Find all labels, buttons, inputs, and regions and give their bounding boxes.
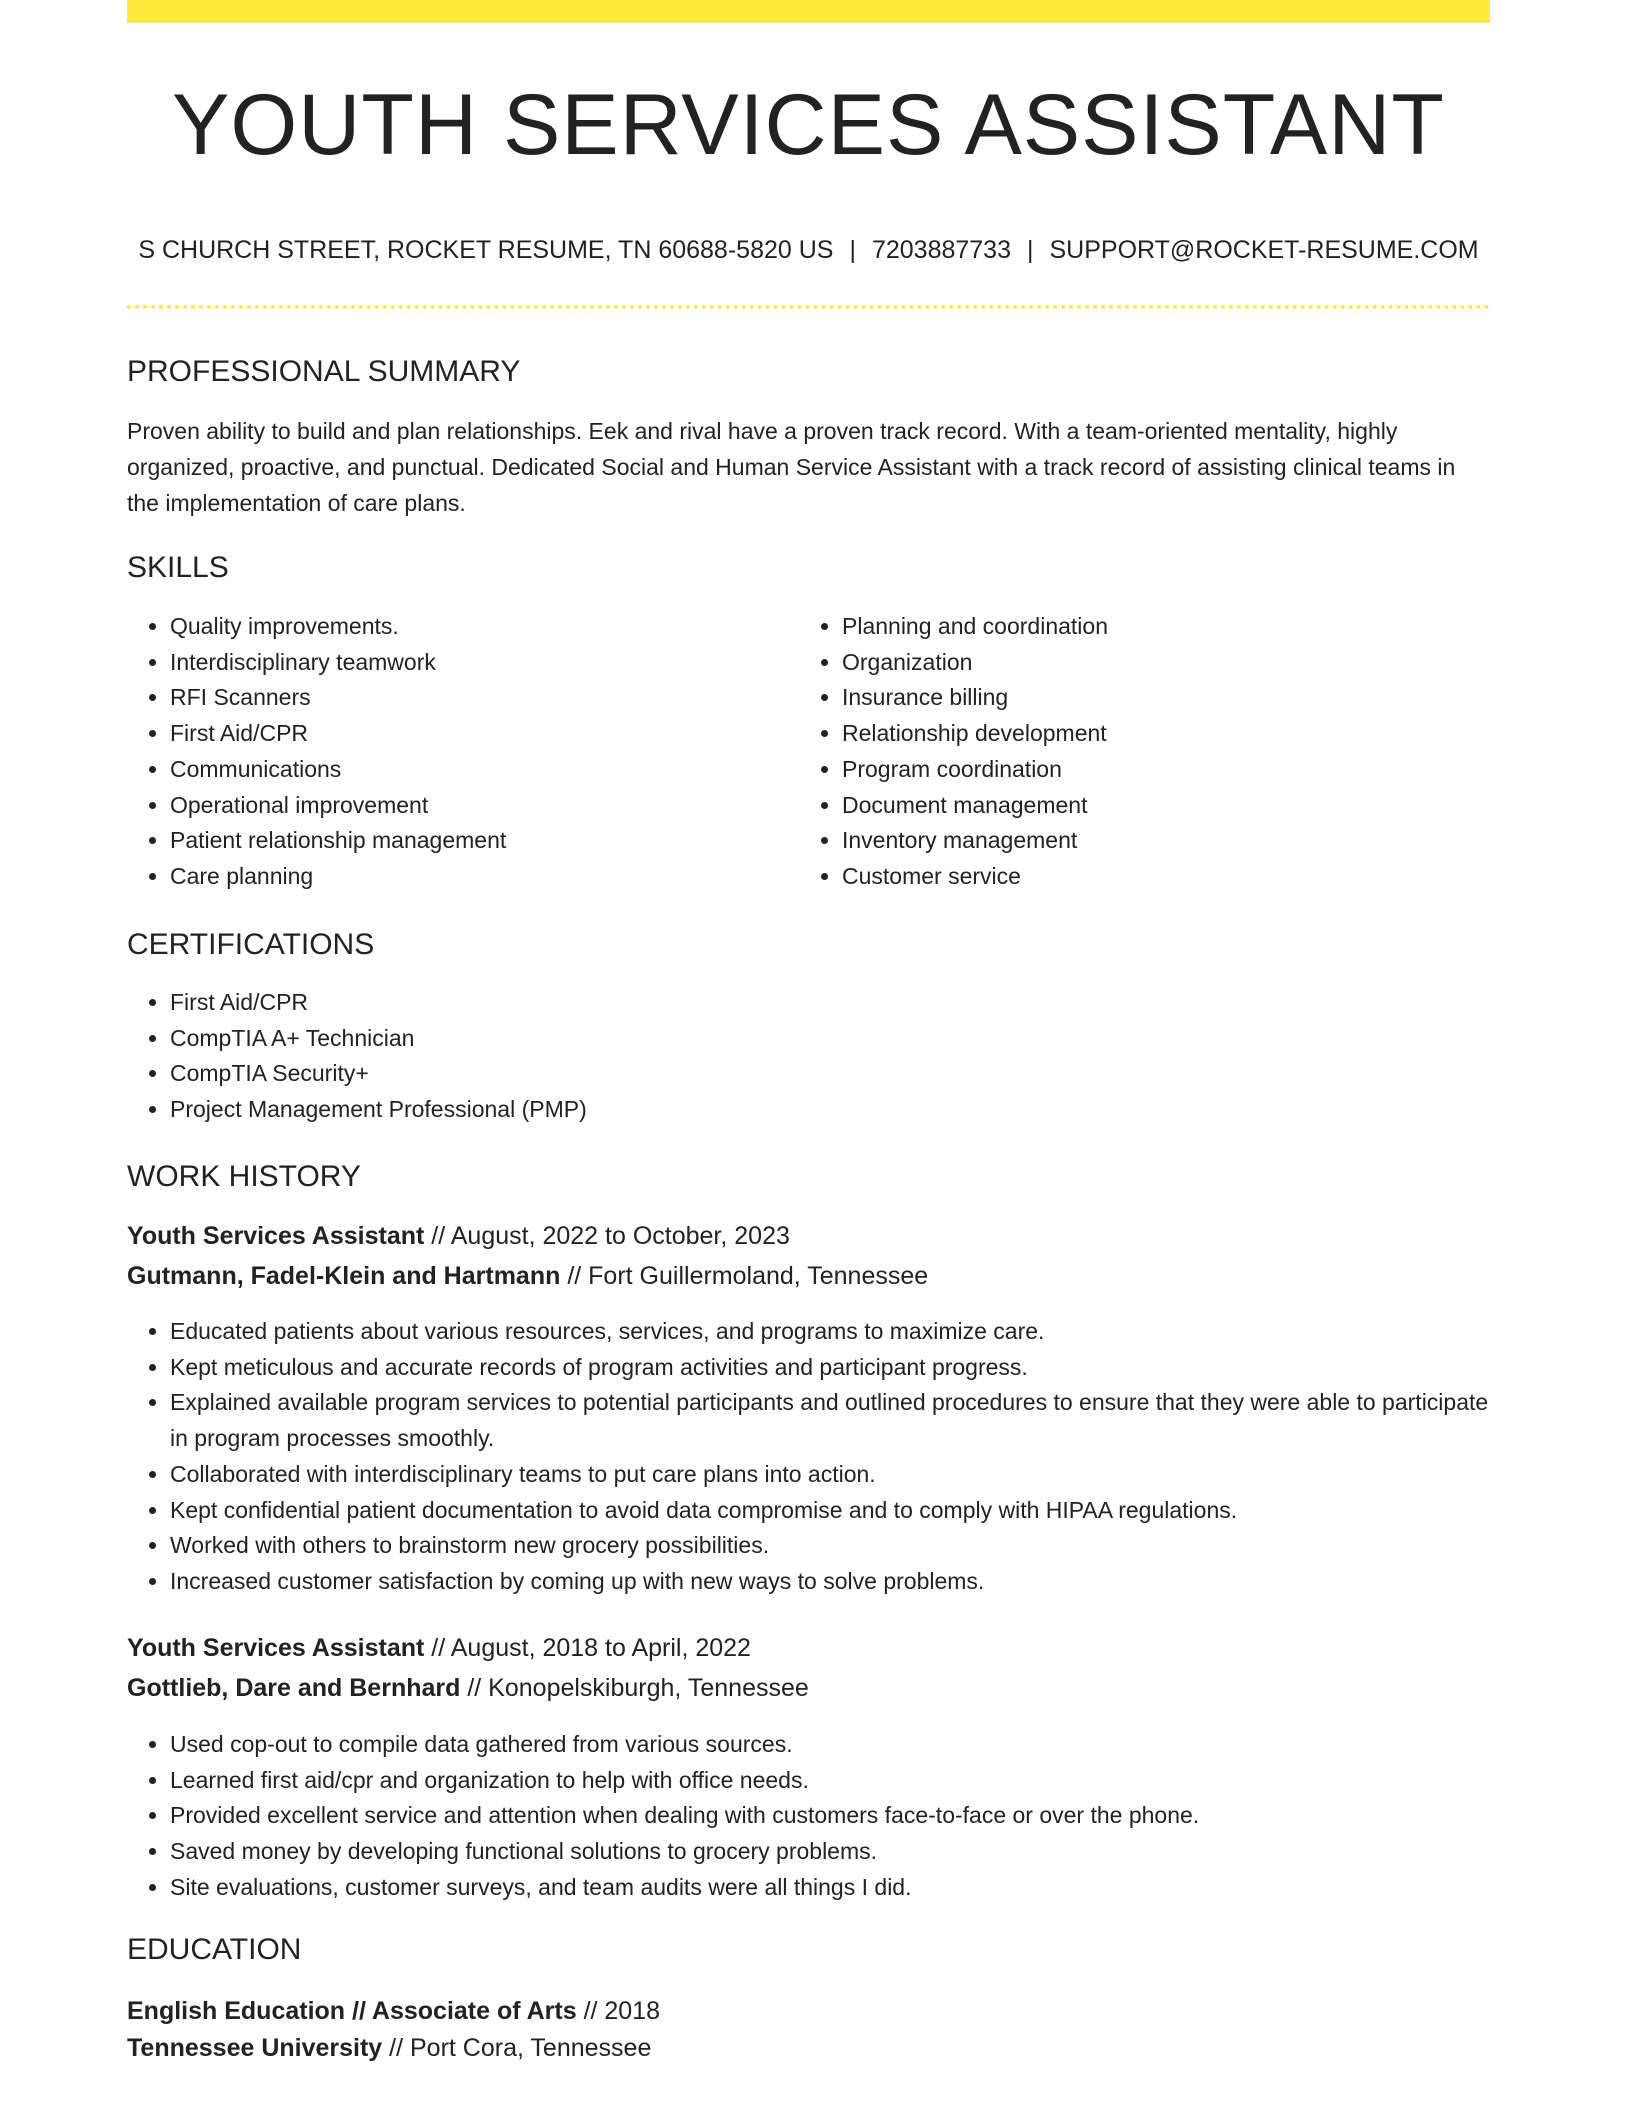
top-accent-bar bbox=[127, 0, 1490, 23]
skill-item: • Quality improvements. bbox=[170, 609, 790, 645]
education-school-line bbox=[127, 2036, 651, 2061]
job-title: Youth Services Assistant bbox=[127, 1222, 425, 1250]
work-history-heading: WORK HISTORY bbox=[127, 1160, 361, 1193]
job-bullet: • Site evaluations, customer surveys, and team audits were all things I did. bbox=[170, 1870, 1490, 1906]
certification-item: • Project Management Professional (PMP) bbox=[170, 1092, 1470, 1128]
job-bullet: • Kept confidential patient documentation to avoid data compromise and to comply with HIPAA regulations. bbox=[170, 1493, 1490, 1529]
job-dates: // August, 2018 to April, 2022 bbox=[431, 1634, 751, 1662]
education-year: // 2018 bbox=[583, 1997, 661, 2025]
skill-item: • Communications bbox=[170, 752, 790, 788]
skill-item: • Customer service bbox=[842, 859, 1482, 895]
header-divider bbox=[127, 305, 1490, 309]
job-company: Gutmann, Fadel-Klein and Hartmann bbox=[127, 1262, 561, 1290]
skill-item: • Operational improvement bbox=[170, 788, 790, 824]
job-bullet: • Used cop-out to compile data gathered from various sources. bbox=[170, 1727, 1490, 1763]
skill-item: • First Aid/CPR bbox=[170, 716, 790, 752]
job-company-line bbox=[127, 1676, 809, 1701]
skill-item: • Care planning bbox=[170, 859, 790, 895]
job-title-line bbox=[127, 1636, 751, 1661]
skill-item: • Document management bbox=[842, 788, 1482, 824]
job-bullet: • Learned first aid/cpr and organization to help with office needs. bbox=[170, 1763, 1490, 1799]
job-bullet: • Worked with others to brainstorm new grocery possibilities. bbox=[170, 1528, 1490, 1564]
job-dates: // August, 2022 to October, 2023 bbox=[431, 1222, 790, 1250]
skill-item: • Relationship development bbox=[842, 716, 1482, 752]
skills-heading: SKILLS bbox=[127, 551, 229, 584]
job-bullets bbox=[127, 1314, 1490, 1600]
certification-item: • CompTIA Security+ bbox=[170, 1056, 1470, 1092]
skills-list-right bbox=[799, 609, 1482, 895]
skill-item: • RFI Scanners bbox=[170, 680, 790, 716]
education-degree-line bbox=[127, 1999, 660, 2024]
summary-text: Proven ability to build and plan relationships. Eek and rival have a proven track record. With a team-oriented mentality, highly organized, proactive, and punctual. Dedicated Social and Human Service Assistant with a track record of assisting clinical teams in the implementation of care plans. bbox=[127, 418, 1456, 516]
job-company: Gottlieb, Dare and Bernhard bbox=[127, 1674, 461, 1702]
job-bullet: • Increased customer satisfaction by coming up with new ways to solve problems. bbox=[170, 1564, 1490, 1600]
contact-phone: 7203887733 bbox=[871, 236, 1011, 264]
job-bullet: • Saved money by developing functional solutions to grocery problems. bbox=[170, 1834, 1490, 1870]
skill-item: • Insurance billing bbox=[842, 680, 1482, 716]
education-heading: EDUCATION bbox=[127, 1933, 302, 1966]
job-bullets bbox=[127, 1727, 1490, 1906]
contact-address: S CHURCH STREET, ROCKET RESUME, TN 60688-5820 US bbox=[138, 236, 834, 264]
job-title-line bbox=[127, 1224, 790, 1249]
education-degree: English Education // Associate of Arts bbox=[127, 1997, 577, 2025]
job-company-line bbox=[127, 1264, 928, 1289]
skill-item: • Interdisciplinary teamwork bbox=[170, 645, 790, 681]
job-bullet: • Kept meticulous and accurate records of program activities and participant progress. bbox=[170, 1350, 1490, 1386]
job-location: // Konopelskiburgh, Tennessee bbox=[467, 1674, 809, 1702]
resume-title: YOUTH SERVICES ASSISTANT bbox=[172, 77, 1445, 173]
skill-item: • Patient relationship management bbox=[170, 823, 790, 859]
contact-separator: | bbox=[1027, 236, 1034, 264]
education-school: Tennessee University bbox=[127, 2034, 383, 2062]
job-bullet: • Explained available program services to potential participants and outlined procedures to ensure that they were able to participate in program processes smoothly. bbox=[170, 1385, 1490, 1456]
summary-heading: PROFESSIONAL SUMMARY bbox=[127, 355, 521, 388]
job-location: // Fort Guillermoland, Tennessee bbox=[567, 1262, 929, 1290]
skill-item: • Program coordination bbox=[842, 752, 1482, 788]
contact-separator: | bbox=[849, 236, 856, 264]
job-bullet: • Educated patients about various resources, services, and programs to maximize care. bbox=[170, 1314, 1490, 1350]
certifications-heading: CERTIFICATIONS bbox=[127, 928, 375, 961]
job-bullet: • Collaborated with interdisciplinary teams to put care plans into action. bbox=[170, 1457, 1490, 1493]
skill-item: • Organization bbox=[842, 645, 1482, 681]
education-location: // Port Cora, Tennessee bbox=[389, 2034, 652, 2062]
job-bullet: • Provided excellent service and attention when dealing with customers face-to-face or over the phone. bbox=[170, 1798, 1490, 1834]
contact-line bbox=[127, 238, 1490, 263]
certifications-list bbox=[127, 985, 1470, 1128]
skill-item: • Inventory management bbox=[842, 823, 1482, 859]
contact-email: SUPPORT@ROCKET-RESUME.COM bbox=[1049, 236, 1479, 264]
skill-item: • Planning and coordination bbox=[842, 609, 1482, 645]
certification-item: • CompTIA A+ Technician bbox=[170, 1021, 1470, 1057]
certification-item: • First Aid/CPR bbox=[170, 985, 1470, 1021]
job-title: Youth Services Assistant bbox=[127, 1634, 425, 1662]
skills-list-left bbox=[127, 609, 790, 895]
